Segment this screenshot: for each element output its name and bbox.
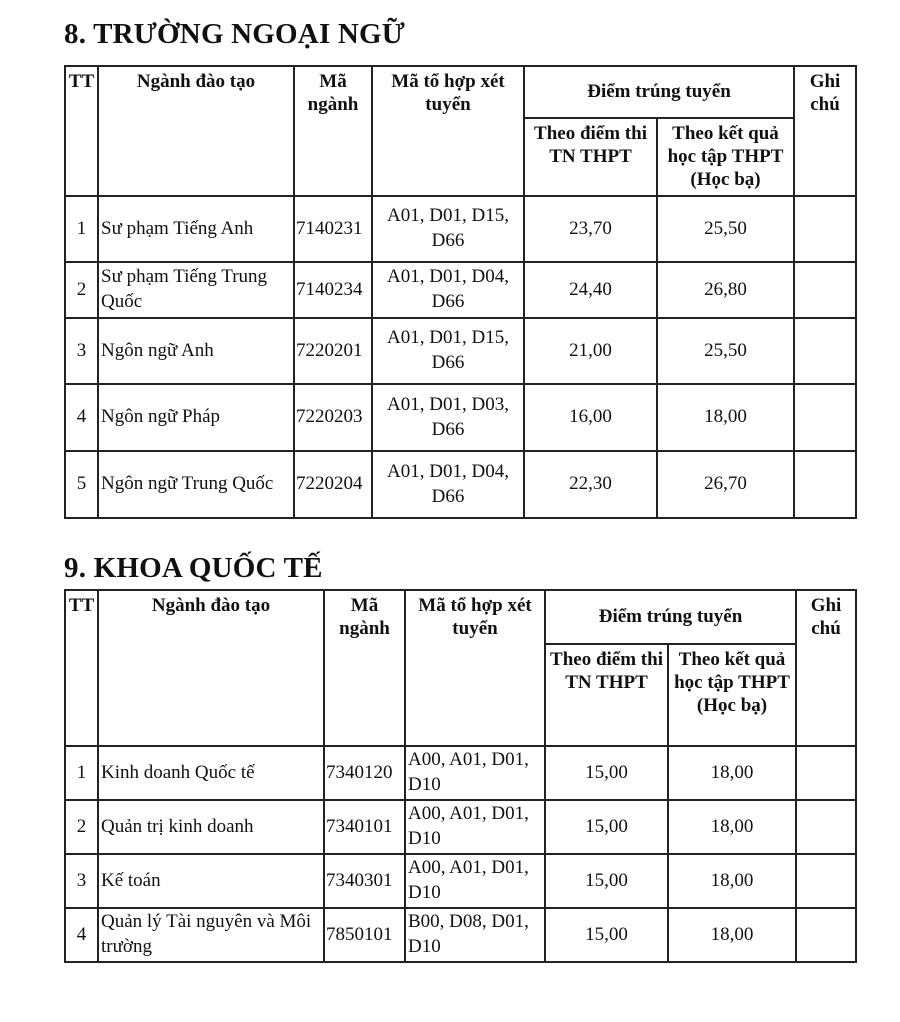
header-note: Ghi chú <box>794 66 856 196</box>
cell-code: 7220203 <box>294 384 372 451</box>
cell-tt: 5 <box>65 451 98 518</box>
cell-score-exam: 24,40 <box>524 262 657 318</box>
cell-tt: 4 <box>65 384 98 451</box>
cell-major: Ngôn ngữ Pháp <box>98 384 294 451</box>
cell-score-exam: 15,00 <box>545 908 668 962</box>
table-row <box>65 318 856 384</box>
header-score-exam: Theo điểm thi TN THPT <box>524 118 657 196</box>
cell-code: 7220204 <box>294 451 372 518</box>
cell-major: Ngôn ngữ Anh <box>98 318 294 384</box>
header-score-transcript: Theo kết quả học tập THPT (Học bạ) <box>668 644 796 746</box>
table-row <box>65 451 856 518</box>
cell-score-transcript: 18,00 <box>668 746 796 800</box>
cell-note <box>794 196 856 262</box>
cell-combo: A01, D01, D15, D66 <box>372 196 524 262</box>
cell-major: Quản trị kinh doanh <box>98 800 324 854</box>
header-score-transcript: Theo kết quả học tập THPT (Học bạ) <box>657 118 794 196</box>
cell-score-exam: 23,70 <box>524 196 657 262</box>
cell-combo: A00, A01, D01, D10 <box>405 800 545 854</box>
cell-note <box>794 451 856 518</box>
cell-note <box>796 908 856 962</box>
cell-score-exam: 22,30 <box>524 451 657 518</box>
header-tt: TT <box>65 590 98 746</box>
cell-combo: A01, D01, D15, D66 <box>372 318 524 384</box>
table-row <box>65 196 856 262</box>
header-score: Điểm trúng tuyển <box>545 590 796 644</box>
header-combo: Mã tổ hợp xét tuyển <box>405 590 545 746</box>
table-row <box>65 908 856 962</box>
header-major: Ngành đào tạo <box>98 66 294 196</box>
cell-code: 7340101 <box>324 800 405 854</box>
cell-major: Kinh doanh Quốc tế <box>98 746 324 800</box>
cell-score-exam: 21,00 <box>524 318 657 384</box>
cell-code: 7340120 <box>324 746 405 800</box>
cell-note <box>796 854 856 908</box>
cell-tt: 3 <box>65 318 98 384</box>
cell-score-transcript: 26,70 <box>657 451 794 518</box>
cell-score-exam: 15,00 <box>545 800 668 854</box>
header-score: Điểm trúng tuyển <box>524 66 794 118</box>
cell-combo: A00, A01, D01, D10 <box>405 746 545 800</box>
cell-code: 7220201 <box>294 318 372 384</box>
header-score-exam: Theo điểm thi TN THPT <box>545 644 668 746</box>
cell-major: Ngôn ngữ Trung Quốc <box>98 451 294 518</box>
admission-table <box>64 589 857 963</box>
header-major: Ngành đào tạo <box>98 590 324 746</box>
cell-tt: 3 <box>65 854 98 908</box>
table-row <box>65 854 856 908</box>
cell-tt: 1 <box>65 196 98 262</box>
cell-note <box>794 384 856 451</box>
cell-note <box>794 262 856 318</box>
cell-score-transcript: 18,00 <box>668 908 796 962</box>
cell-code: 7850101 <box>324 908 405 962</box>
cell-combo: A00, A01, D01, D10 <box>405 854 545 908</box>
section-title: 9. KHOA QUỐC TẾ <box>64 552 323 584</box>
header-combo: Mã tổ hợp xét tuyển <box>372 66 524 196</box>
table-row <box>65 384 856 451</box>
cell-major: Kế toán <box>98 854 324 908</box>
admission-table <box>64 65 857 519</box>
cell-score-transcript: 18,00 <box>668 800 796 854</box>
cell-score-exam: 16,00 <box>524 384 657 451</box>
header-code: Mã ngành <box>324 590 405 746</box>
cell-major: Sư phạm Tiếng Anh <box>98 196 294 262</box>
cell-score-exam: 15,00 <box>545 746 668 800</box>
cell-note <box>796 800 856 854</box>
cell-tt: 2 <box>65 262 98 318</box>
cell-score-exam: 15,00 <box>545 854 668 908</box>
cell-score-transcript: 18,00 <box>668 854 796 908</box>
cell-tt: 4 <box>65 908 98 962</box>
cell-score-transcript: 25,50 <box>657 196 794 262</box>
table-row <box>65 262 856 318</box>
cell-note <box>796 746 856 800</box>
cell-code: 7140231 <box>294 196 372 262</box>
cell-major: Sư phạm Tiếng Trung Quốc <box>98 262 294 318</box>
header-tt: TT <box>65 66 98 196</box>
header-note: Ghi chú <box>796 590 856 746</box>
section-title: 8. TRƯỜNG NGOẠI NGỮ <box>64 18 406 50</box>
cell-combo: A01, D01, D03, D66 <box>372 384 524 451</box>
cell-code: 7340301 <box>324 854 405 908</box>
cell-combo: B00, D08, D01, D10 <box>405 908 545 962</box>
cell-major: Quản lý Tài nguyên và Môi trường <box>98 908 324 962</box>
cell-score-transcript: 26,80 <box>657 262 794 318</box>
cell-note <box>794 318 856 384</box>
cell-tt: 1 <box>65 746 98 800</box>
table-row <box>65 746 856 800</box>
cell-score-transcript: 25,50 <box>657 318 794 384</box>
cell-score-transcript: 18,00 <box>657 384 794 451</box>
cell-code: 7140234 <box>294 262 372 318</box>
table-row <box>65 800 856 854</box>
header-code: Mã ngành <box>294 66 372 196</box>
cell-combo: A01, D01, D04, D66 <box>372 262 524 318</box>
cell-combo: A01, D01, D04, D66 <box>372 451 524 518</box>
cell-tt: 2 <box>65 800 98 854</box>
